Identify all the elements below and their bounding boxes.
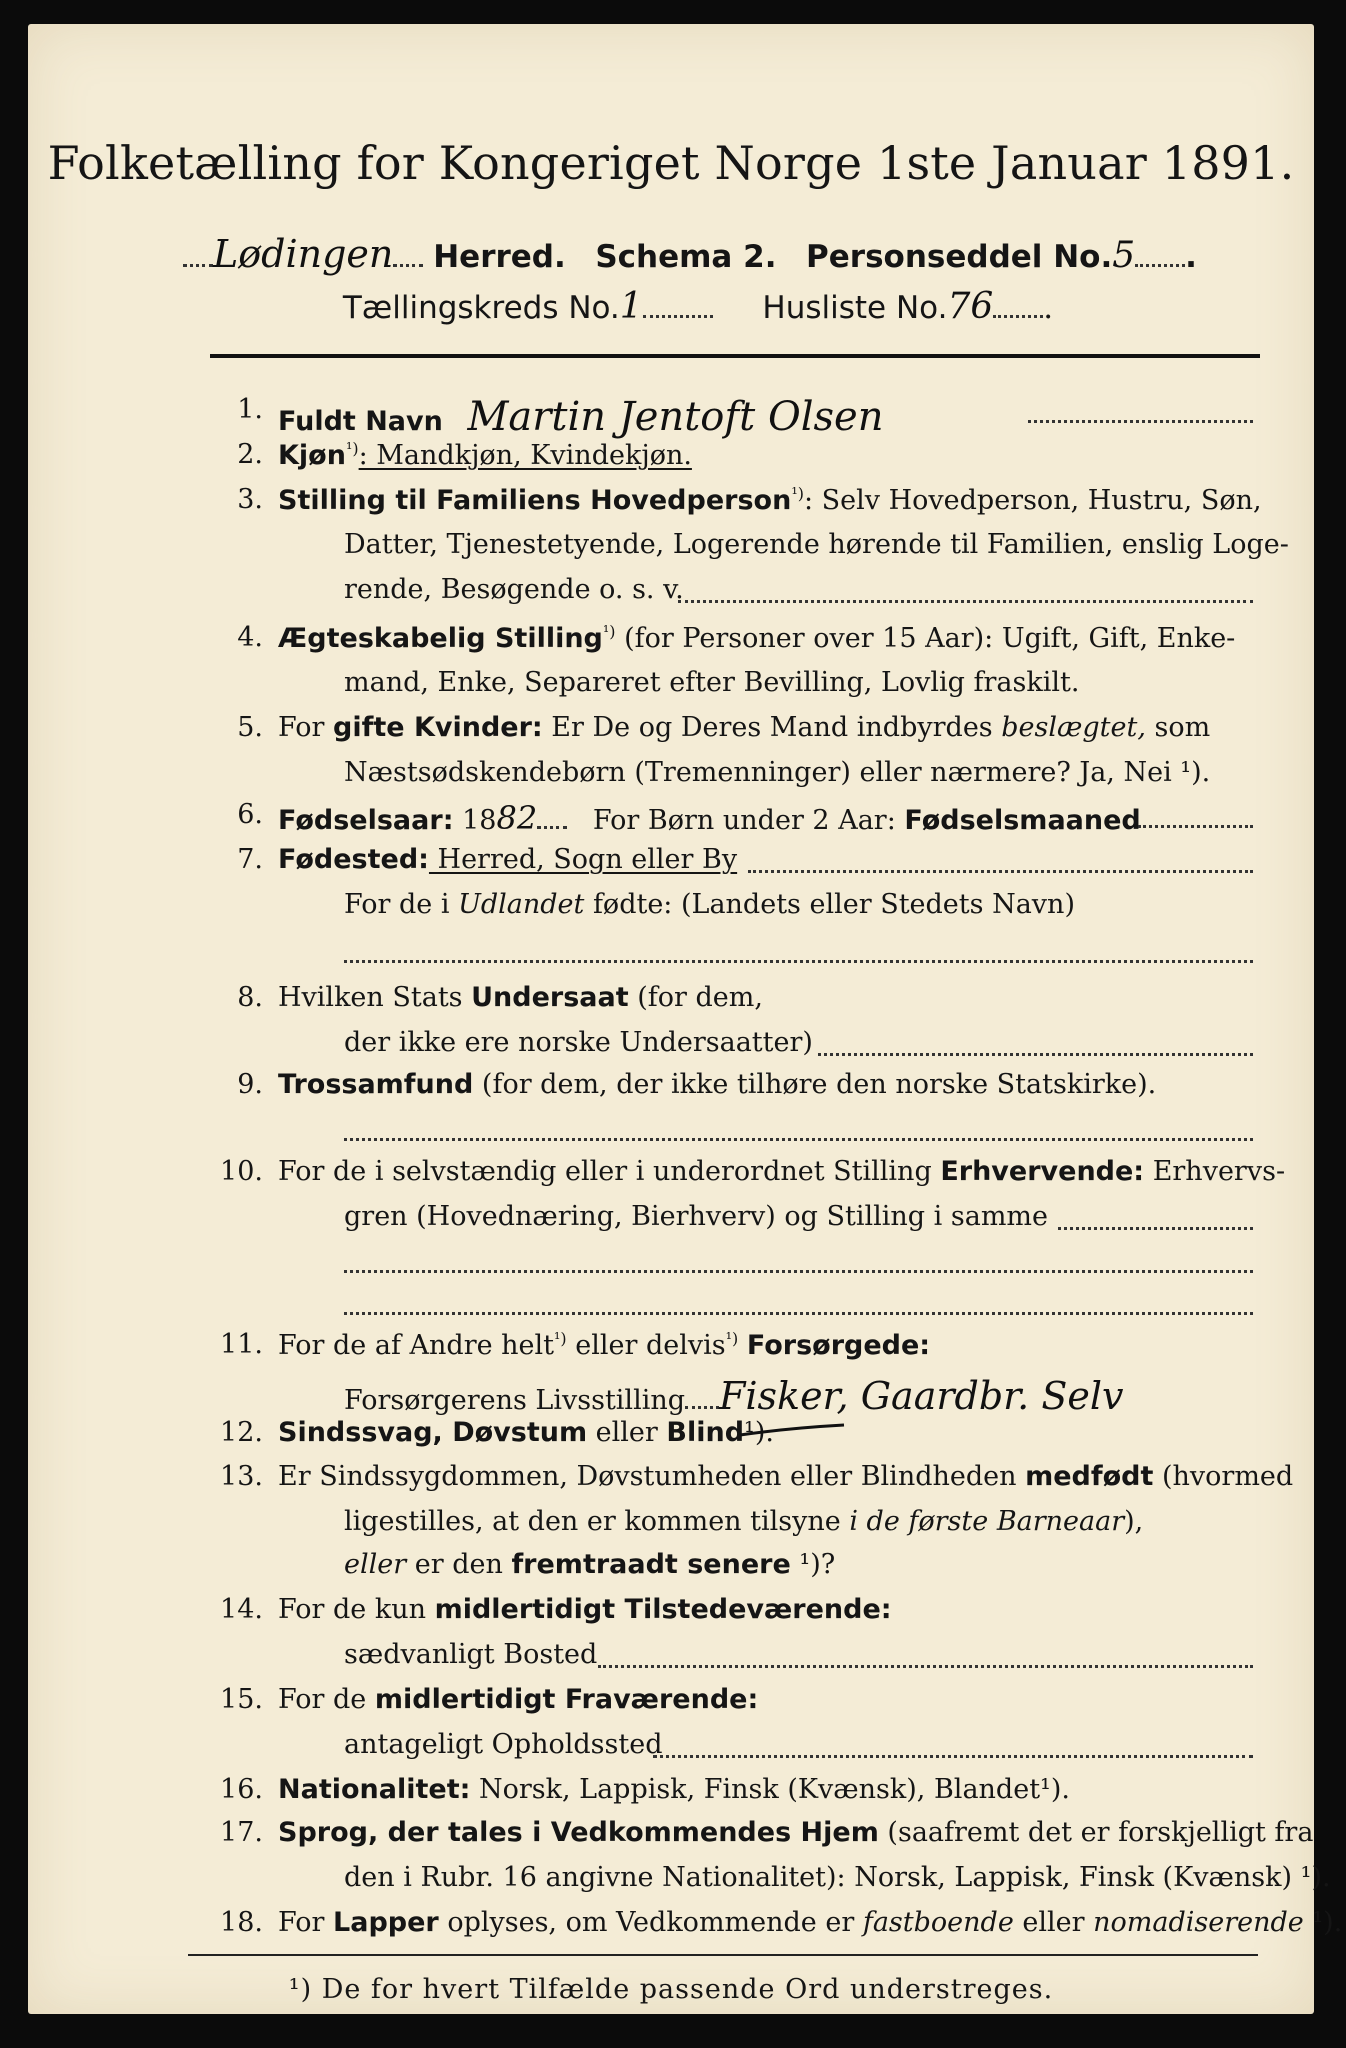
item-label: Fødselsaar: <box>278 805 454 836</box>
item-3-line-2: Datter, Tjenestetyende, Logerende hørende til Familien, enslig Loge- <box>344 529 1289 560</box>
item-text: Er De og Deres Mand indbyrdes <box>542 712 1002 743</box>
form-title: Folketælling for Kongeriget Norge 1ste Januar 1891. <box>47 136 1295 190</box>
item-text: For <box>278 712 334 743</box>
item-text: ¹)? <box>790 1549 836 1580</box>
header-rule <box>210 354 1260 358</box>
item-number: 2. <box>237 439 263 470</box>
item-text-italic: eller <box>344 1549 407 1580</box>
husliste-label: Husliste No. <box>762 290 948 326</box>
item-label: Undersaat <box>471 982 629 1013</box>
item-text: For Børn under 2 Aar: <box>592 805 905 836</box>
item-number: 10. <box>220 1156 263 1187</box>
fill-line <box>344 1270 1253 1273</box>
item-text: oplyses, om Vedkommende er <box>438 1907 863 1938</box>
item-label: Fuldt Navn <box>278 406 443 437</box>
answer-provider-occupation: Fisker, Gaardbr. Selv <box>719 1374 1124 1418</box>
item-text: eller <box>587 1417 667 1448</box>
item-text-italic: fastboende <box>862 1907 1014 1938</box>
item-text-italic: nomadiserende <box>1093 1907 1304 1938</box>
answer-birth-year: 82 <box>496 799 538 837</box>
item-number: 9. <box>237 1069 263 1100</box>
item-text: : Selv Hovedperson, Hustru, Søn, <box>803 485 1262 516</box>
fill-line <box>678 600 1253 603</box>
item-label: gifte Kvinder: <box>333 712 543 743</box>
item-8-line-2: der ikke ere norske Undersaatter) <box>344 1027 813 1058</box>
item-text: Er Sindssygdommen, Døvstumheden eller Blindheden <box>278 1461 1026 1492</box>
husliste-number: 76 <box>947 286 994 327</box>
item-number: 5. <box>237 712 263 743</box>
item-number: 13. <box>220 1461 263 1492</box>
item-text: Hvilken Stats <box>278 982 472 1013</box>
item-3-line-3: rende, Besøgende o. s. v. <box>344 574 684 605</box>
item-text-italic: Udlandet <box>458 889 585 920</box>
item-10-line-2: gren (Hovednæring, Bierhverv) og Stilling i samme <box>344 1201 1049 1232</box>
item-text: Erhvervs- <box>1144 1156 1286 1187</box>
item-number: 18. <box>220 1907 263 1938</box>
item-label: Trossamfund <box>278 1069 474 1100</box>
item-label: Kjøn <box>278 440 346 471</box>
item-number: 14. <box>220 1594 263 1625</box>
item-number: 1. <box>237 394 263 425</box>
fill-line <box>598 1665 1253 1668</box>
item-text: ligestilles, at den er kommen tilsyne <box>344 1506 850 1537</box>
fill-line <box>748 870 1253 873</box>
item-text: fødte: (Landets eller Stedets Navn) <box>584 889 1075 920</box>
item-number: 3. <box>237 484 263 515</box>
personseddel-number: 5 <box>1112 235 1136 276</box>
item-15-line-2: antageligt Opholdssted <box>344 1729 663 1760</box>
item-text: For de i <box>344 889 459 920</box>
item-label: Ægteskabelig Stilling <box>278 623 603 654</box>
item-text: Norsk, Lappisk, Finsk (Kvænsk), Blandet¹). <box>470 1774 1070 1805</box>
item-label: Blind <box>666 1417 745 1448</box>
item-text: Herred, Sogn eller By <box>428 844 738 875</box>
item-text: For de kun <box>278 1594 435 1625</box>
header-line-kreds: Tællingskreds No.1 Husliste No.76 . <box>342 286 1054 327</box>
item-label: Fødselsmaaned <box>904 805 1141 836</box>
fill-line <box>1028 420 1253 423</box>
item-label: Sprog, der tales i Vedkommendes Hjem <box>278 1817 879 1848</box>
fill-line <box>344 1312 1253 1315</box>
footnote-marker: ¹) <box>791 484 804 503</box>
year-prefix: 18 <box>453 805 497 836</box>
item-text: ¹). <box>1303 1907 1343 1938</box>
item-text: For de af Andre helt <box>278 1330 555 1361</box>
item-text: ), <box>1124 1506 1144 1537</box>
herred-handwritten: Lødingen <box>213 232 394 276</box>
kreds-label: Tællingskreds No. <box>342 290 620 326</box>
item-text: eller <box>1013 1907 1094 1938</box>
kreds-number: 1 <box>619 286 643 327</box>
gender-options: : Mandkjøn, Kvindekjøn. <box>358 440 692 471</box>
footnote: ¹) De for hvert Tilfælde passende Ord understreges. <box>288 1974 1054 2005</box>
personseddel-label: Personseddel No. <box>806 239 1113 275</box>
item-label: midlertidigt Fraværende: <box>374 1684 759 1715</box>
fill-line <box>344 1138 1253 1141</box>
handwritten-dash <box>738 1421 848 1441</box>
census-form: Folketælling for Kongeriget Norge 1ste Januar 1891. Lødingen Herred. Schema 2. Personseddel No.5 . Tællingskreds No.1 Husliste No.76 . 1. Fuldt Navn Martin Jentoft Olsen 2. Kjøn$^{^1)}$: Mandkjøn, Kvindekjøn. 3. Stilling til Familiens Hovedperson$^{^1)}$: Selv Hovedperson, Hustru, Søn, Datter, Tjenestetyende, Logerende hørende til Familien, enslig Loge- rende, Besøgende o. s. v. 4. Ægteskabelig Stilling$^{^1)}$ (for Personer over 15 Aar): Ugift, Gift, Enke- mand, Enke, Separeret efter Bevilling, Lovlig fraskilt. 5. For gifte Kvinder: Er De og Deres Mand indbyrdes beslægtet, som Næstsødskendebørn (Tremenninger) eller nærmere? Ja, Nei ¹). 6. Fødselsaar: 1882 For Børn under 2 Aar: Fødselsmaaned 7. Fødested: Herred, Sogn eller By For de i Udlandet fødte: (Landets eller Stedets Navn) 8. Hvilken Stats Undersaat (for dem, der ikke ere norske Undersaatter) 9. Trossamfund (for dem, der ikke tilhøre den norske Statskirke). 10. For de i selvstændig eller i underordnet Stilling Erhvervende: Erhvervs- gren (Hovednæring, Bierhverv) og Stilling i samme 11. For de af Andre helt$^{^1)}$ eller delvis$^{^1)}$ Forsørgede: Forsørgerens Livsstilling Fisker, Gaardbr. Selv 12. Sindssvag, Døvstum eller Blind¹). 13. Er Sindssygdommen, Døvstumheden eller Blindheden medfødt (hvormed ligestilles, at den er kommen tilsyne i de første Barneaar), eller er den fremtraadt senere ¹)? 14. For de kun midlertidigt Tilstedeværende: sædvanligt Bosted 15. For de midlertidigt Fraværende: antageligt Opholdssted 16. Nationalitet: Norsk, Lappisk, Finsk (Kvænsk), Blandet¹). 17. Sprog, der tales i Vedkommendes Hjem (saafremt det er forskjelligt fra den i Rubr. 16 angivne Nationalitet): Norsk, Lappisk, Finsk (Kvænsk) ¹). 18. For Lapper oplyses, om Vedkommende er fastboende eller nomadiserende ¹). ¹) De for hvert Tilfælde passende Ord understreges. <box>28 24 1314 2014</box>
item-4-line-2: mand, Enke, Separeret efter Bevilling, Lovlig fraskilt. <box>344 667 1080 698</box>
item-text: er den <box>406 1549 512 1580</box>
item-number: 15. <box>220 1684 263 1715</box>
footnote-marker: ¹) <box>602 622 616 641</box>
item-number: 16. <box>220 1774 263 1805</box>
item-17-line-2: den i Rubr. 16 angivne Nationalitet): Norsk, Lappisk, Finsk (Kvænsk) ¹). <box>344 1862 1331 1893</box>
item-number: 6. <box>237 799 263 830</box>
item-14-line-2: sædvanligt Bosted <box>344 1639 598 1670</box>
item-number: 12. <box>220 1417 263 1448</box>
item-text: (for dem, <box>628 982 763 1013</box>
item-text: (hvormed <box>1153 1461 1294 1492</box>
fill-line <box>1058 1227 1253 1230</box>
fill-line <box>344 960 1253 963</box>
herred-label: Herred. <box>433 239 566 275</box>
item-5-line-2: Næstsødskendebørn (Tremenninger) eller nærmere? Ja, Nei ¹). <box>344 757 1211 788</box>
item-label: midlertidigt Tilstedeværende: <box>434 1594 892 1625</box>
fill-line <box>653 1755 1253 1758</box>
item-text-italic: beslægtet, <box>1001 712 1146 743</box>
item-number: 4. <box>237 622 263 653</box>
item-text: (saafremt det er forskjelligt fra <box>878 1817 1314 1848</box>
item-number: 8. <box>237 982 263 1013</box>
item-label: Nationalitet: <box>278 1774 471 1805</box>
item-text: eller delvis <box>566 1330 726 1361</box>
item-number: 17. <box>220 1817 263 1848</box>
item-text: For de <box>278 1684 375 1715</box>
item-text: (for dem, der ikke tilhøre den norske Statskirke). <box>473 1069 1157 1100</box>
item-label: medfødt <box>1025 1461 1154 1492</box>
item-label: Forsørgede: <box>746 1330 931 1361</box>
item-number: 11. <box>220 1329 263 1360</box>
item-text: For <box>278 1907 334 1938</box>
item-11-line-2: Forsørgerens Livsstilling <box>344 1385 686 1416</box>
footnote-rule <box>188 1954 1258 1956</box>
fill-line <box>1138 825 1253 828</box>
footnote-marker: ¹) <box>345 439 359 458</box>
item-text: (for Personer over 15 Aar): Ugift, Gift, Enke- <box>615 623 1236 654</box>
item-text: som <box>1145 712 1211 743</box>
item-text: ¹). <box>744 1417 774 1448</box>
item-label: Sindssvag, Døvstum <box>278 1417 588 1448</box>
header-line-herred: Lødingen Herred. Schema 2. Personseddel No.5 . <box>183 232 1224 282</box>
item-text: For de i selvstændig eller i underordnet Stilling <box>278 1156 941 1187</box>
item-label: Lapper <box>333 1907 439 1938</box>
item-label: fremtraadt senere <box>511 1549 791 1580</box>
schema-label: Schema 2. <box>595 239 777 275</box>
item-text-italic: i de første Barneaar <box>849 1506 1125 1537</box>
item-label: Fødested: <box>278 844 429 875</box>
item-label: Erhvervende: <box>940 1156 1145 1187</box>
fill-line <box>818 1053 1253 1056</box>
answer-full-name: Martin Jentoft Olsen <box>467 394 884 440</box>
item-label: Stilling til Familiens Hovedperson <box>278 485 792 516</box>
item-number: 7. <box>237 844 263 875</box>
